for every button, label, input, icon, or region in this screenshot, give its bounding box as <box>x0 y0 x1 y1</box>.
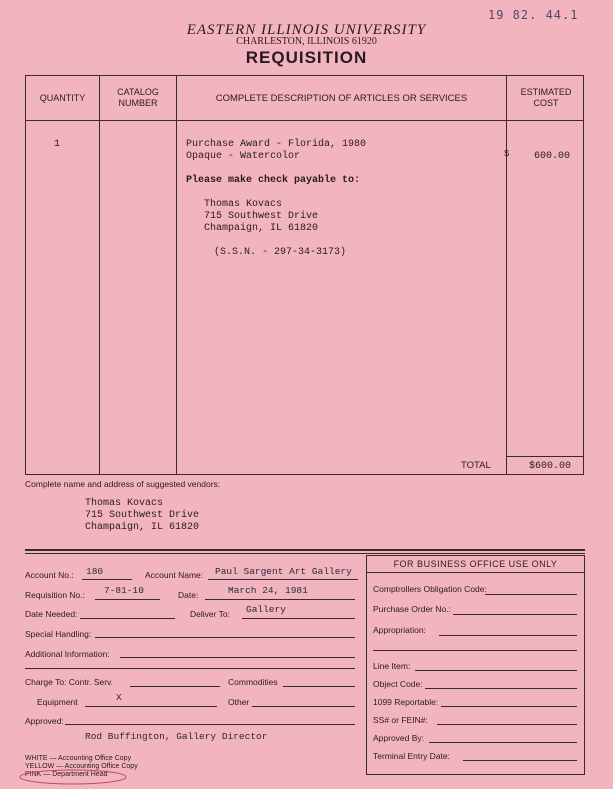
additional-info-line <box>120 657 355 658</box>
date-needed-line <box>80 618 175 619</box>
cost-currency-mark: $ <box>504 149 510 159</box>
object-code-line[interactable] <box>425 688 577 689</box>
payee-name: Thomas Kovacs <box>204 199 283 210</box>
account-name-label: Account Name: <box>145 570 204 580</box>
university-address: CHARLESTON, ILLINOIS 61920 <box>236 36 377 47</box>
col-header-catalog: CATALOG NUMBER <box>117 87 159 108</box>
date-label: Date: <box>178 590 199 600</box>
handwritten-accession-number: 19 82. 44.1 <box>488 8 579 22</box>
additional-info-line-2 <box>25 668 355 669</box>
quantity-value: 1 <box>54 139 61 150</box>
comptrollers-code-label: Comptrollers Obligation Code: <box>373 584 487 594</box>
deliver-to-label: Deliver To: <box>190 609 230 619</box>
col-header-cost: ESTIMATED COST <box>520 87 572 108</box>
payee-street: 715 Southwest Drive <box>204 211 319 222</box>
appropriation-label: Appropriation: <box>373 625 426 635</box>
total-label: TOTAL <box>461 460 491 471</box>
comptrollers-code-line[interactable] <box>485 594 577 595</box>
pink-copy-circle <box>18 768 128 786</box>
deliver-to-value[interactable]: Gallery <box>246 604 286 615</box>
approved-by-value[interactable]: Rod Buffington, Gallery Director <box>85 731 268 742</box>
col-header-description: COMPLETE DESCRIPTION OF ARTICLES OR SERVICES <box>215 92 468 104</box>
column-divider <box>99 76 100 474</box>
terminal-entry-date-label: Terminal Entry Date: <box>373 751 450 761</box>
requisition-no-label: Requisition No.: <box>25 590 86 600</box>
date-value[interactable]: March 24, 1981 <box>228 585 308 596</box>
reportable-line[interactable] <box>441 706 577 707</box>
requisition-no-line <box>95 599 160 600</box>
date-line <box>205 599 355 600</box>
copy-pink: PINK — Department Head <box>25 771 108 778</box>
payee-ssn: (S.S.N. - 297-34-3173) <box>214 247 347 258</box>
appropriation-line-2 <box>373 650 577 651</box>
copy-yellow: YELLOW — Accounting Office Copy <box>25 763 138 770</box>
equipment-label: Equipment <box>37 697 78 707</box>
ss-fein-line[interactable] <box>437 724 577 725</box>
requisition-no-value[interactable]: 7-81-10 <box>104 585 144 596</box>
account-no-label: Account No.: <box>25 570 74 580</box>
approved-line <box>65 724 355 725</box>
line-item-line[interactable] <box>415 670 577 671</box>
requisition-table <box>25 75 584 475</box>
vendor-street: 715 Southwest Drive <box>85 510 200 521</box>
vendors-label: Complete name and address of suggested vendors: <box>25 479 221 489</box>
business-office-box <box>366 555 585 775</box>
cost-value: 600.00 <box>534 151 571 162</box>
deliver-to-line <box>242 618 355 619</box>
account-name-line <box>208 579 358 580</box>
section-rule <box>25 553 585 554</box>
ss-fein-label: SS# or FEIN#: <box>373 715 428 725</box>
purchase-order-label: Purchase Order No.: <box>373 604 451 614</box>
total-value: $600.00 <box>529 461 572 472</box>
terminal-entry-date-line[interactable] <box>463 760 577 761</box>
vendor-name: Thomas Kovacs <box>85 498 164 509</box>
col-header-quantity: QUANTITY <box>39 92 86 103</box>
special-handling-line <box>95 637 355 638</box>
total-divider <box>506 456 583 457</box>
reportable-label: 1099 Reportable: <box>373 697 439 707</box>
contr-serv-line <box>130 686 220 687</box>
description-line-1: Purchase Award - Florida, 1980 <box>186 139 367 150</box>
other-line <box>252 706 355 707</box>
date-needed-label: Date Needed: <box>25 609 78 619</box>
commodities-label: Commodities <box>228 677 278 687</box>
line-item-label: Line Item: <box>373 661 411 671</box>
check-payable-note: Please make check payable to: <box>186 175 361 186</box>
approved-by-line[interactable] <box>429 742 577 743</box>
equipment-mark[interactable]: X <box>116 692 122 703</box>
account-name-value[interactable]: Paul Sargent Art Gallery <box>215 566 352 577</box>
copy-white: WHITE — Accounting Office Copy <box>25 755 132 762</box>
account-no-line <box>82 579 132 580</box>
business-office-title: FOR BUSINESS OFFICE USE ONLY <box>367 556 584 573</box>
additional-info-label: Additional Information: <box>25 649 110 659</box>
university-name: EASTERN ILLINOIS UNIVERSITY <box>186 22 427 38</box>
payee-city: Champaign, IL 61820 <box>204 223 319 234</box>
object-code-label: Object Code: <box>373 679 423 689</box>
vendor-city: Champaign, IL 61820 <box>85 522 200 533</box>
appropriation-line[interactable] <box>439 635 577 636</box>
column-divider <box>504 76 510 474</box>
other-label: Other <box>228 697 250 707</box>
commodities-line <box>283 686 355 687</box>
approved-label: Approved: <box>25 716 64 726</box>
charge-to-label: Charge To: Contr. Serv. <box>25 677 114 687</box>
account-no-value[interactable]: 180 <box>86 566 104 577</box>
form-title: REQUISITION <box>245 48 368 67</box>
purchase-order-line[interactable] <box>453 614 577 615</box>
column-divider <box>176 76 177 474</box>
header-divider <box>26 120 583 121</box>
description-line-2: Opaque - Watercolor <box>186 151 301 162</box>
special-handling-label: Special Handling: <box>25 629 92 639</box>
approved-by-label: Approved By: <box>373 733 425 743</box>
section-rule <box>25 549 585 551</box>
equipment-line <box>85 706 217 707</box>
